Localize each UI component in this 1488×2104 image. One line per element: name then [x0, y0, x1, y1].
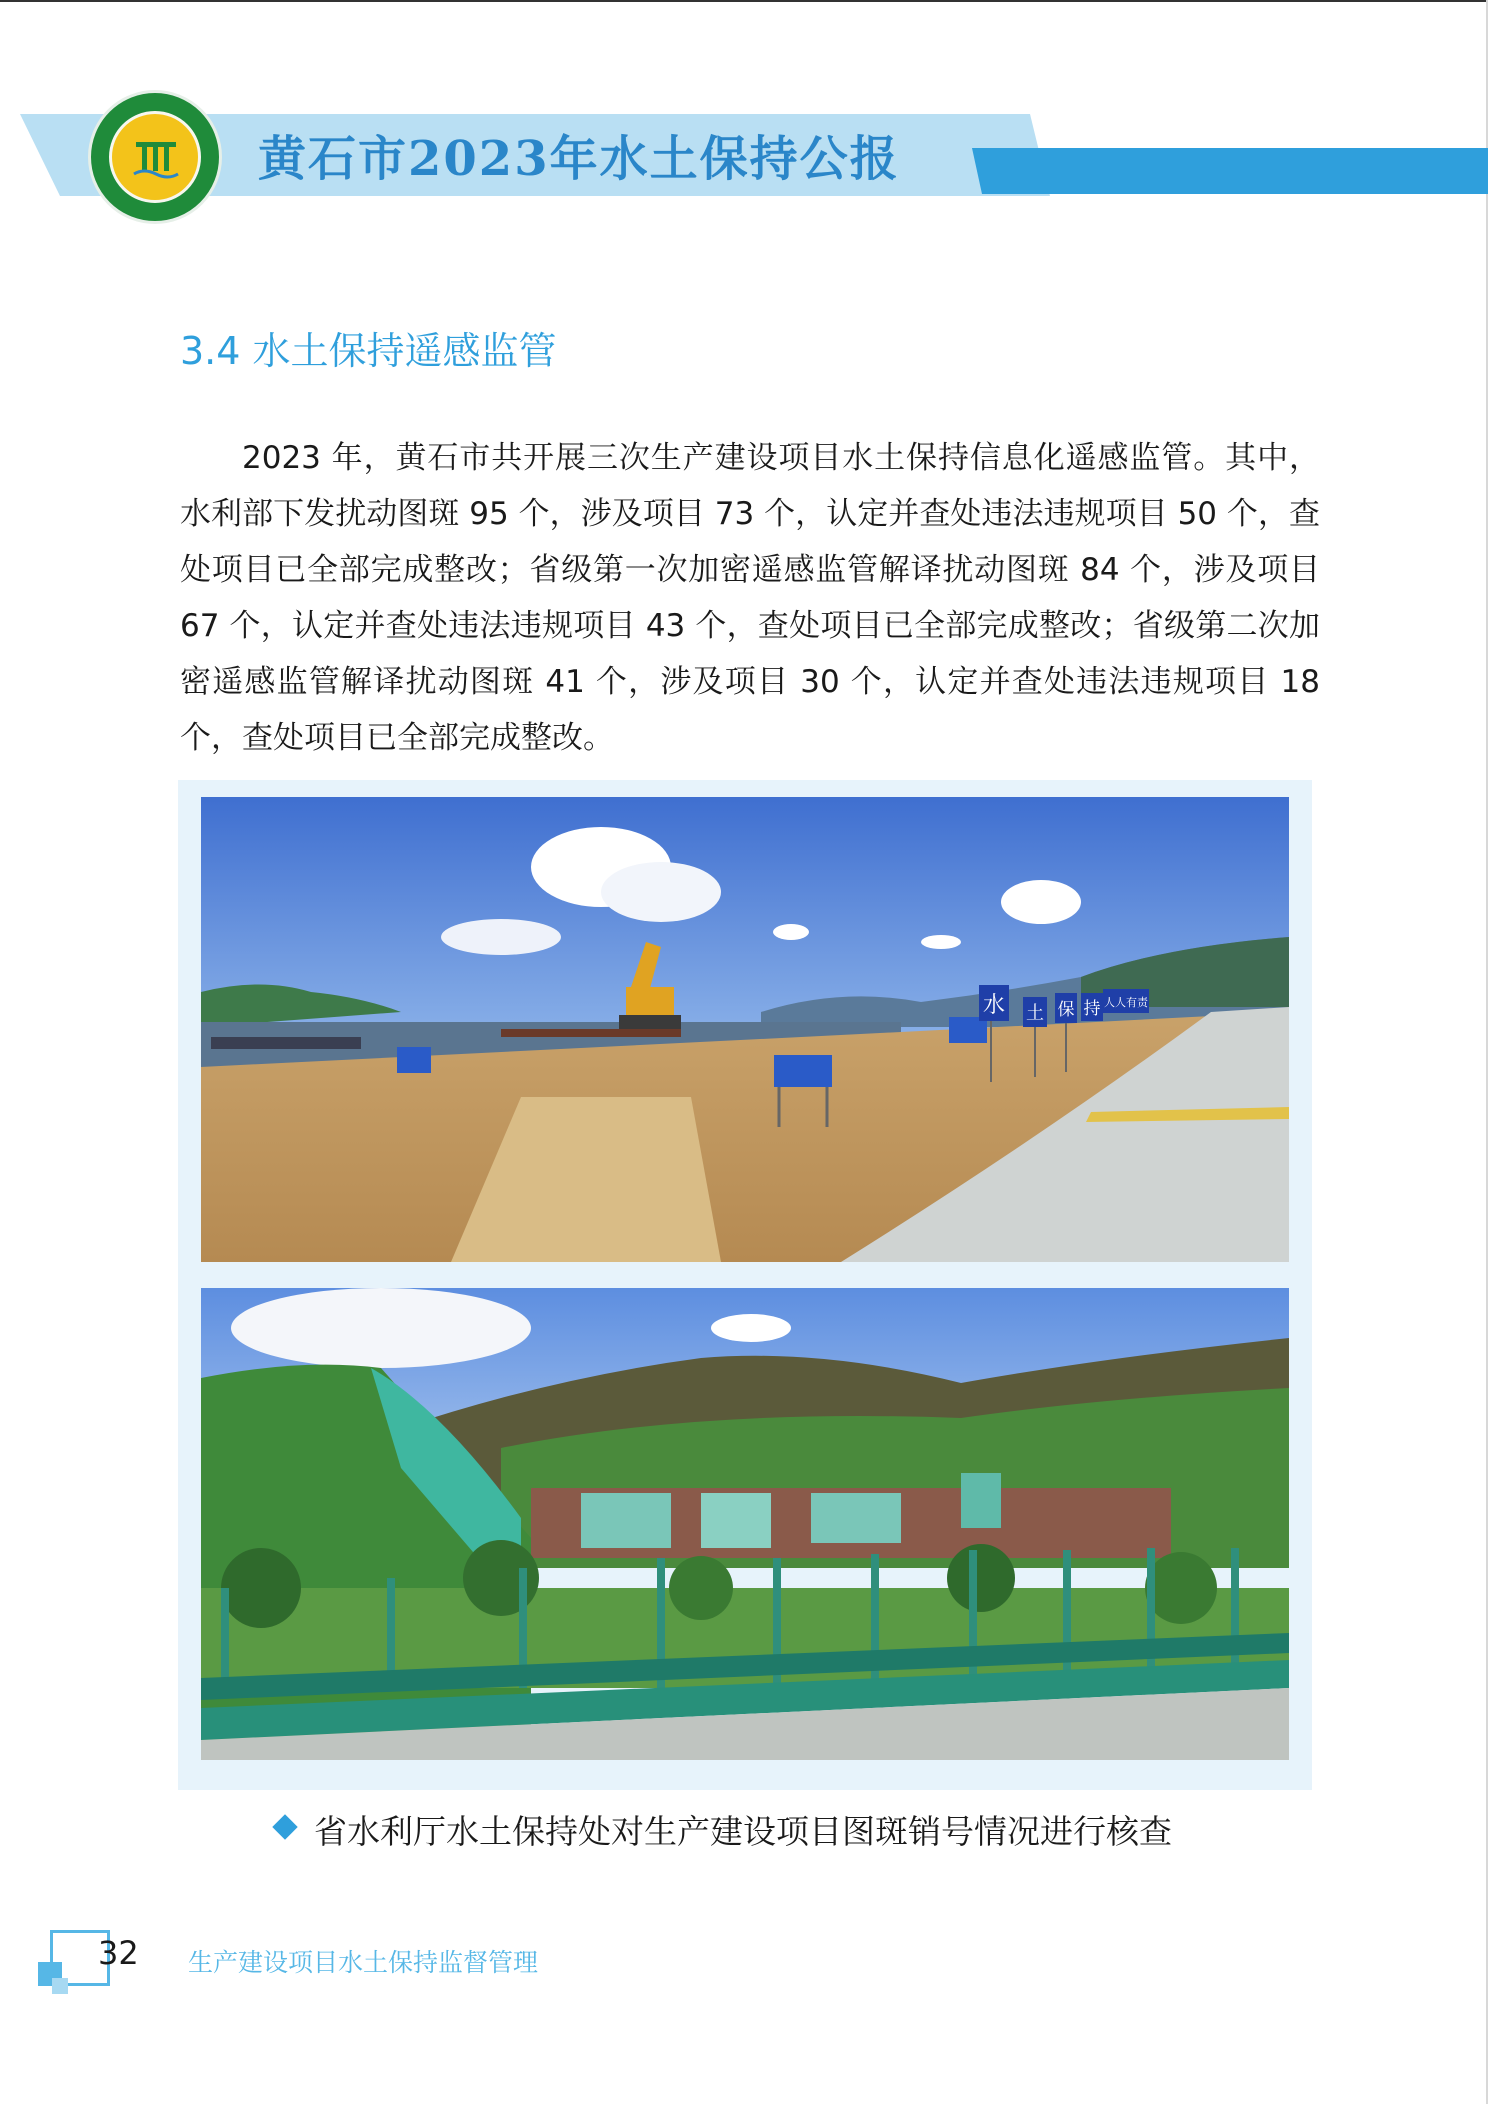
header-banner-stripe: [962, 148, 1488, 194]
top-border: [0, 0, 1488, 2]
logo-emblem: [109, 111, 201, 203]
body-paragraph: 2023 年，黄石市共开展三次生产建设项目水土保持信息化遥感监管。其中，水利部下发扰动图斑 95 个，涉及项目 73 个，认定并查处违法违规项目 50 个，查处项目已全部完成整改；省级第一次加密遥感监管解译扰动图斑 84 个，涉及项目 67 个，认定并查处违法违规项目 43 个，查处项目已全部完成整改；省级第二次加密遥感监管解译扰动图斑 41 个，涉及项目 30 个，认定并查处违法违规项目 18 个，查处项目已全部完成整改。: [180, 440, 1320, 756]
svg-text:土: 土: [1026, 1003, 1044, 1024]
chapter-title: 生产建设项目水土保持监督管理: [188, 1948, 539, 1977]
svg-text:持: 持: [1083, 999, 1101, 1019]
logo-mark-icon: [128, 128, 184, 184]
svg-text:保: 保: [1057, 1000, 1075, 1020]
photo-frame: [178, 780, 1312, 1790]
bulletin-title: 黄石市2023年水土保持公报: [258, 131, 900, 187]
svg-text:水: 水: [982, 993, 1006, 1018]
page-number: 32: [98, 1934, 139, 1972]
construction-site-photo: [201, 797, 1289, 1262]
diamond-icon: [272, 1814, 297, 1839]
caption-text: 省水利厅水土保持处对生产建设项目图斑销号情况进行核查: [314, 1812, 1172, 1851]
bulletin-logo: [88, 90, 222, 224]
svg-text:人人有责: 人人有责: [1104, 996, 1148, 1009]
slope-restoration-photo: [201, 1288, 1289, 1760]
section-title: 3.4 水土保持遥感监管: [180, 329, 557, 373]
footer-decor-square-small: [52, 1978, 68, 1994]
